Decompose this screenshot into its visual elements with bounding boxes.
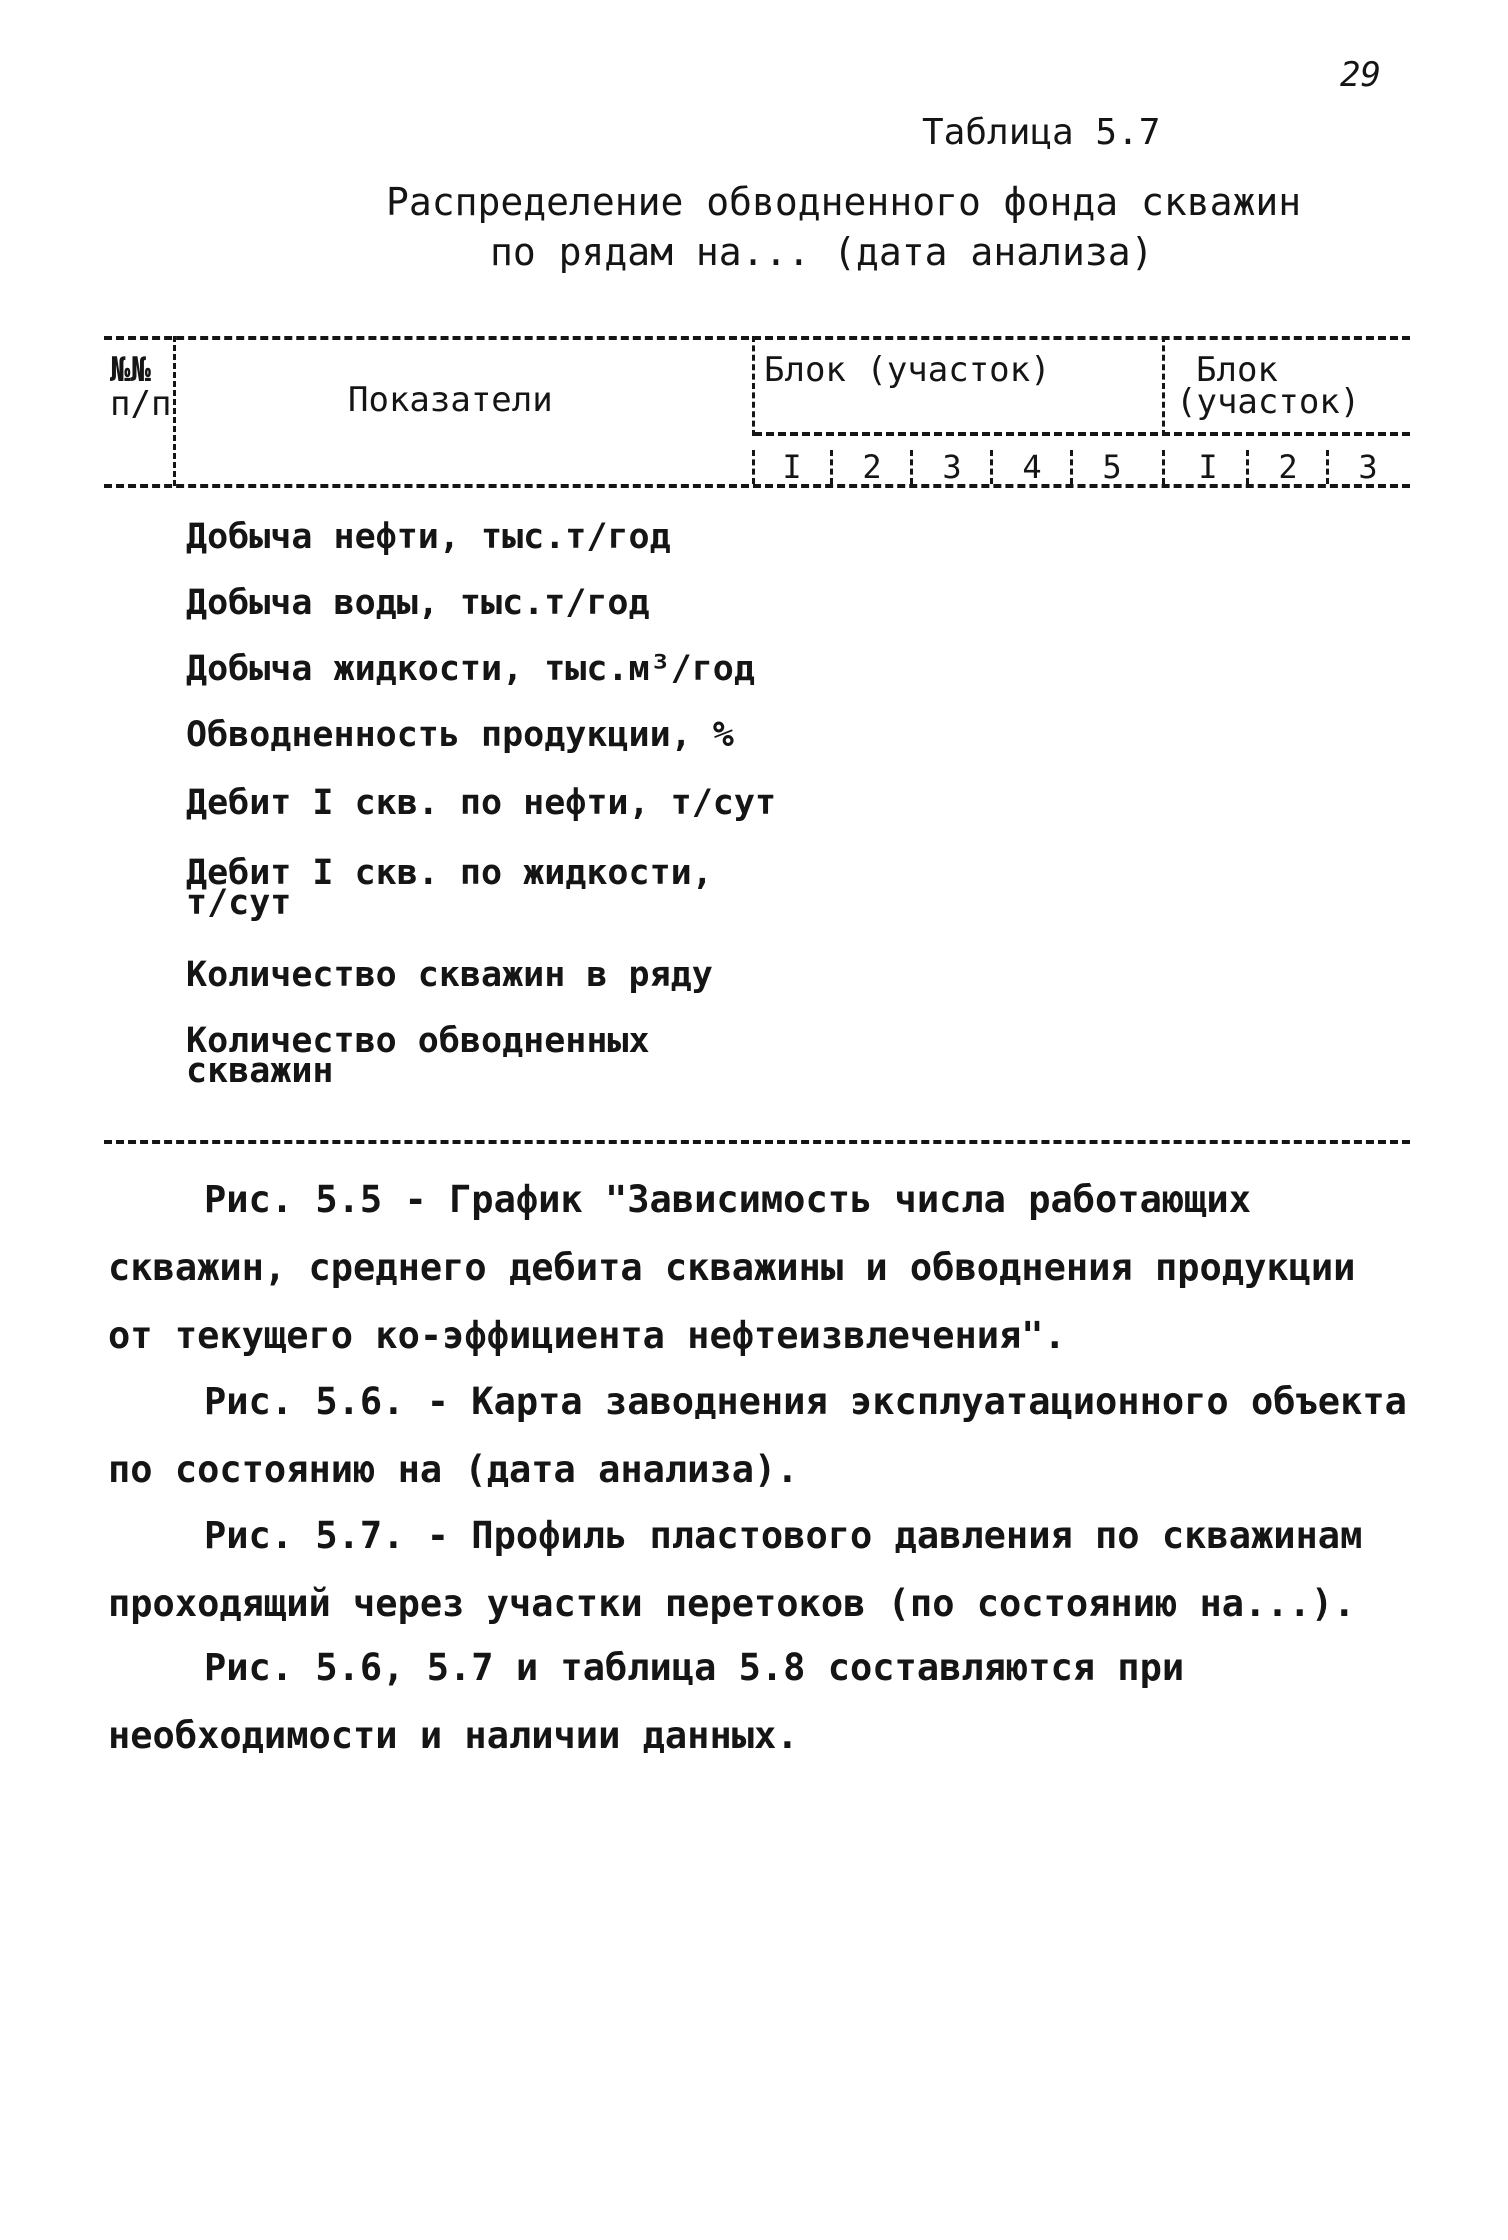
table-bottom-rule xyxy=(104,1140,1410,1144)
figure-caption-5-6: Рис. 5.6. - Карта заводнения эксплуатационного объекта по состоянию на (дата анализа). xyxy=(108,1380,1407,1491)
table-title-line-1: Распределение обводненного фонда скважин xyxy=(386,180,1302,224)
col-num-label-2: п/п xyxy=(110,384,172,424)
table-title-line-2: по рядам на... (дата анализа) xyxy=(490,230,1154,274)
block1-subcol: 2 xyxy=(862,448,882,486)
table-row: Дебит I скв. по нефти, т/сут xyxy=(186,783,777,823)
block1-subcol: I xyxy=(782,448,802,486)
note-paragraph: Рис. 5.6, 5.7 и таблица 5.8 составляются при необходимости и наличии данных. xyxy=(108,1646,1185,1757)
block2-subcol: 3 xyxy=(1358,448,1378,486)
num-col-divider xyxy=(173,336,176,486)
table-row: Дебит I скв. по жидкости, т/сут xyxy=(186,853,713,923)
table-row: Добыча нефти, тыс.т/год xyxy=(186,517,671,557)
table-row: Добыча воды, тыс.т/год xyxy=(186,583,650,623)
block1-subheader-rule xyxy=(754,432,1410,436)
col-num-label-1: №№ xyxy=(110,350,151,390)
subcol-separator xyxy=(990,450,993,484)
block1-subcol: 4 xyxy=(1022,448,1042,486)
subcol-separator xyxy=(1246,450,1249,484)
table-row: Количество обводненных скважин xyxy=(186,1021,650,1091)
subcol-separator xyxy=(752,450,755,484)
subcol-separator xyxy=(1162,450,1165,484)
table-row: Добыча жидкости, тыс.м³/год xyxy=(186,649,755,689)
block2-subcol: 2 xyxy=(1278,448,1298,486)
subcol-separator xyxy=(1070,450,1073,484)
subcol-separator xyxy=(910,450,913,484)
block2-label-2: (участок) xyxy=(1176,382,1361,422)
table-row: Количество скважин в ряду xyxy=(186,955,713,995)
block1-subcol: 3 xyxy=(942,448,962,486)
subcol-separator xyxy=(830,450,833,484)
table-row: Обводненность продукции, % xyxy=(186,715,734,755)
table-number: Таблица 5.7 xyxy=(922,112,1161,153)
block2-label-1: Блок xyxy=(1196,350,1278,390)
table-top-rule xyxy=(104,336,1410,340)
figure-caption-5-5: Рис. 5.5 - График "Зависимость числа работающих скважин, среднего дебита скважины и обводнения продукции от текущего ко-эффициента нефтеизвлечения". xyxy=(108,1178,1356,1357)
subcol-separator xyxy=(1326,450,1329,484)
indicators-col-divider xyxy=(752,336,755,436)
col-indicators-label: Показатели xyxy=(348,380,553,420)
page-number: 29 xyxy=(1340,55,1381,95)
block2-subcol: I xyxy=(1198,448,1218,486)
block1-label: Блок (участок) xyxy=(764,350,1051,390)
figure-caption-5-7: Рис. 5.7. - Профиль пластового давления по скважинам проходящий через участки перетоков (по состоянию на...). xyxy=(108,1514,1363,1625)
block1-subcol: 5 xyxy=(1102,448,1122,486)
block-divider xyxy=(1162,336,1165,436)
